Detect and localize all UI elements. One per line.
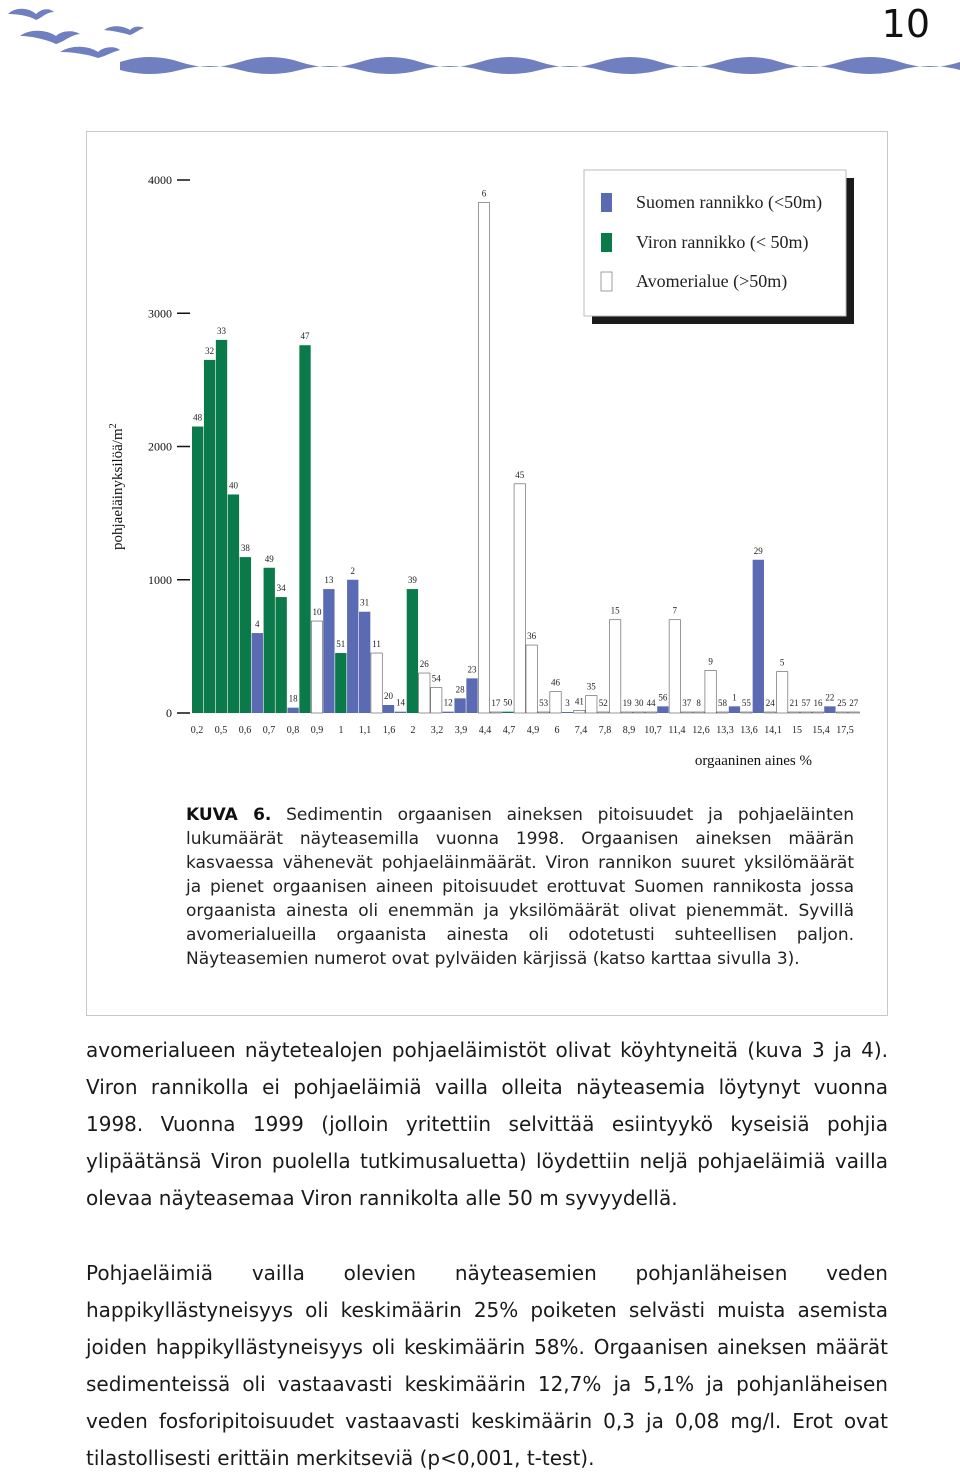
bar-station-14 (395, 712, 406, 713)
x-tick-label: 0,7 (262, 725, 276, 736)
bar-station-45 (514, 484, 525, 713)
x-tick-label: 13,3 (716, 725, 734, 736)
bar-label-station: 53 (539, 698, 549, 708)
y-axis-label-text: pohjaeläinyksilöä/m (110, 428, 126, 550)
bar-station-56 (657, 706, 668, 713)
bar-label-station: 12 (443, 697, 453, 708)
bar-label-station: 29 (753, 545, 763, 556)
legend-label-open_sea: Avomerialue (>50m) (636, 271, 788, 291)
bar-station-5 (777, 672, 788, 713)
legend-label-finland: Suomen rannikko (<50m) (636, 192, 823, 212)
x-tick-label: 7,8 (598, 725, 612, 736)
bar-label-station: 5 (779, 657, 785, 668)
bar-station-37 (681, 712, 692, 713)
bar-label-station: 9 (708, 656, 713, 667)
bar-station-58 (717, 712, 728, 713)
bar-station-24 (765, 712, 776, 713)
bar-station-49 (264, 568, 275, 713)
bar-label-station: 39 (407, 575, 417, 586)
bar-label-station: 26 (419, 659, 429, 670)
legend-swatch-open_sea (601, 272, 612, 291)
bar-label-station: 45 (515, 469, 525, 480)
bar-label-station: 51 (336, 639, 346, 650)
bar-station-10 (311, 621, 322, 713)
bar-label-station: 22 (825, 692, 835, 703)
bar-label-station: 2 (350, 565, 355, 576)
bar-label-station: 1 (732, 692, 737, 703)
bar-station-18 (287, 708, 298, 713)
x-tick-label: 17,5 (836, 725, 854, 736)
bar-station-47 (299, 345, 310, 713)
bar-label-station: 14 (395, 697, 405, 708)
bar-station-39 (407, 589, 418, 713)
bar-label-station: 16 (813, 698, 823, 708)
bar-station-21 (788, 712, 799, 713)
bar-label-station: 55 (741, 698, 751, 708)
bar-station-11 (371, 653, 382, 713)
bar-label-station: 38 (240, 543, 250, 554)
bar-station-29 (753, 560, 764, 713)
bar-station-31 (359, 612, 370, 713)
x-tick-label: 0,6 (238, 725, 252, 736)
x-tick-label: 0,9 (310, 725, 324, 736)
bar-station-41 (574, 710, 585, 713)
y-axis (148, 173, 190, 720)
bar-station-20 (383, 705, 394, 713)
bar-station-32 (204, 360, 215, 713)
y-tick-label: 3000 (148, 306, 172, 321)
legend-label-estonia: Viron rannikko (< 50m) (636, 232, 809, 252)
bar-station-27 (848, 712, 859, 713)
bar-station-33 (216, 340, 227, 713)
bar-label-station: 33 (217, 325, 227, 336)
x-tick-label: 0,5 (214, 725, 228, 736)
bar-label-station: 4 (255, 619, 260, 630)
bar-station-3 (562, 712, 573, 713)
bar-label-station: 46 (551, 677, 561, 688)
x-tick-label: 12,6 (692, 725, 710, 736)
bar-station-17 (490, 712, 501, 713)
bar-label-station: 27 (849, 698, 859, 708)
bar-label-station: 35 (586, 681, 596, 692)
bar-label-station: 15 (610, 605, 620, 616)
caption-label: KUVA 6. (186, 805, 272, 825)
x-tick-label: 4,4 (478, 725, 492, 736)
bar-station-46 (550, 692, 561, 713)
y-tick-label: 2000 (148, 439, 172, 454)
bar-label-station: 6 (481, 188, 487, 199)
x-tick-label: 2 (410, 725, 416, 736)
bar-station-1 (729, 706, 740, 713)
x-tick-label: 1,6 (382, 725, 396, 736)
x-tick-label: 3,2 (430, 725, 444, 736)
bar-label-station: 40 (228, 480, 238, 491)
body-paragraph-1: avomerialueen näytetealojen pohjaeläimistöt olivat köyhtyneitä (kuva 3 ja 4). Viron rannikolla ei pohjaeläimiä vailla olleita näyteasemia löytynyt vuonna 1998. Vuonna 1999 (jolloin yritettiin selvittää esiintyykö kyseisiä pohjia ylipäätänsä Viron puolella tutkimusaluetta) löydettiin neljä pohjaeläimiä vailla olevaa näyteasemaa Viron rannikolta alle 50 m syvyydellä. (86, 1038, 888, 1210)
y-tick-label: 1000 (148, 572, 172, 587)
bar-station-25 (836, 712, 847, 713)
bar-label-station: 36 (527, 631, 537, 642)
bar-label-station: 37 (682, 698, 692, 708)
bar-label-station: 50 (503, 697, 513, 708)
bar-station-30 (633, 712, 644, 713)
bar-station-51 (335, 653, 346, 713)
y-tick-label: 4000 (148, 173, 172, 187)
bar-station-15 (610, 620, 621, 713)
bar-label-station: 3 (565, 698, 570, 708)
bar-station-26 (419, 673, 430, 713)
bar-label-station: 13 (324, 575, 334, 586)
x-tick-label: 0,2 (190, 725, 204, 736)
bar-station-48 (192, 427, 203, 713)
x-tick-label: 11,4 (668, 725, 686, 736)
bar-label-station: 21 (789, 698, 799, 708)
bar-station-8 (693, 712, 704, 713)
bar-label-station: 24 (765, 698, 775, 708)
bar-label-station: 28 (455, 684, 465, 695)
bar-station-50 (502, 712, 513, 713)
bar-label-station: 18 (288, 693, 298, 704)
bar-station-2 (347, 580, 358, 713)
figure-caption (186, 803, 854, 971)
x-tick-label: 15,4 (812, 725, 830, 736)
x-tick-label: 8,9 (622, 725, 636, 736)
x-axis-label: orgaaninen aines % (694, 753, 812, 769)
x-tick-label: 13,6 (740, 725, 758, 736)
x-tick-label: 1 (338, 725, 344, 736)
bar-label-station: 20 (384, 691, 394, 702)
legend (584, 170, 854, 324)
bar-station-34 (276, 597, 287, 713)
bar-station-7 (669, 620, 680, 713)
bar-station-38 (240, 557, 251, 713)
bar-label-station: 25 (837, 698, 847, 708)
bar-label-station: 8 (696, 698, 701, 708)
bar-label-station: 52 (598, 698, 608, 708)
bar-station-44 (645, 712, 656, 713)
bar-label-station: 30 (634, 698, 644, 708)
bar-label-station: 31 (360, 597, 370, 608)
bar-label-station: 19 (622, 698, 632, 708)
page-number: 10 (881, 2, 930, 46)
bar-station-55 (741, 712, 752, 713)
x-tick-label: 7,4 (574, 725, 588, 736)
bar-label-station: 49 (264, 553, 274, 564)
bar-label-station: 10 (312, 607, 322, 618)
y-axis-label (108, 423, 126, 550)
legend-swatch-estonia (601, 233, 612, 252)
x-tick-label: 14,1 (764, 725, 782, 736)
x-tick-label: 15 (792, 725, 802, 736)
bar-station-53 (538, 712, 549, 713)
x-tick-label: 1,1 (358, 725, 372, 736)
bar-station-52 (598, 712, 609, 713)
bar-label-station: 23 (467, 664, 477, 675)
bar-label-station: 47 (300, 331, 310, 342)
x-tick-label: 10,7 (644, 725, 662, 736)
bar-label-station: 7 (672, 605, 678, 616)
bar-label-station: 32 (205, 345, 215, 356)
x-axis-ticks (191, 725, 854, 736)
x-tick-label: 0,8 (286, 725, 300, 736)
bar-station-40 (228, 494, 239, 713)
x-tick-label: 4,7 (502, 725, 516, 736)
bar-label-station: 54 (431, 673, 441, 684)
bar-label-station: 41 (574, 696, 584, 707)
bar-station-36 (526, 645, 537, 713)
bar-label-station: 48 (193, 412, 203, 423)
bar-station-22 (824, 706, 835, 713)
bar-station-54 (431, 688, 442, 713)
bar-label-station: 11 (372, 639, 381, 650)
bar-station-16 (812, 712, 823, 713)
bar-station-23 (466, 678, 477, 713)
x-tick-label: 3,9 (454, 725, 468, 736)
x-tick-label: 6 (554, 725, 560, 736)
bar-station-4 (252, 633, 263, 713)
bar-label-station: 17 (491, 698, 501, 708)
bar-station-28 (454, 698, 465, 713)
bar-label-station: 57 (801, 698, 811, 708)
y-axis-label-superscript: 2 (108, 423, 119, 429)
bar-station-13 (323, 589, 334, 713)
bar-station-6 (478, 203, 489, 713)
bar-station-19 (621, 712, 632, 713)
legend-swatch-finland (601, 193, 612, 212)
bar-station-35 (586, 696, 597, 713)
caption-text: Sedimentin orgaanisen aineksen pitoisuudet ja pohjaeläinten lukumäärät näyteasemilla vuonna 1998. Orgaanisen aineksen määrän kasvaessa vähenevät pohjaeläinmäärät. Viron rannikon suuret yksilömäärät ja pienet orgaanisen aineen pitoisuudet erottuvat Suomen rannikosta jossa orgaanista ainesta oli enemmän ja yksilömäärät olivat pienemmät. Syvillä avomerialueilla orgaanista ainesta oli odotetusti suhteellisen paljon. Näyteasemien numerot ovat pylväiden kärjissä (katso karttaa sivulla 3). (186, 805, 854, 969)
bar-label-station: 44 (646, 698, 656, 708)
bar-station-57 (800, 712, 811, 713)
bar-station-12 (443, 712, 454, 713)
bar-label-station: 56 (658, 692, 668, 703)
body-paragraph-2: Pohjaeläimiä vailla olevien näyteasemien pohjanläheisen veden happikyllästyneisyys oli keskimäärin 25% poiketen selvästi muista asemista joiden happikyllästyneisyys oli keskimäärin 58%. Orgaanisen aineksen määrät sedimenteissä oli vastaavasti keskimäärin 12,7% ja 5,1% ja pohjanläheisen veden fosforipitoisuudet vastaavasti keskimäärin 0,3 ja 0,08 mg/l. Erot ovat tilastollisesti erittäin merkitseviä (p<0,001, t-test). (86, 1261, 888, 1470)
y-tick-label: 0 (166, 706, 172, 720)
bar-station-9 (705, 670, 716, 713)
bar-label-station: 34 (276, 583, 286, 594)
x-tick-label: 4,9 (526, 725, 540, 736)
bar-label-station: 58 (718, 698, 728, 708)
